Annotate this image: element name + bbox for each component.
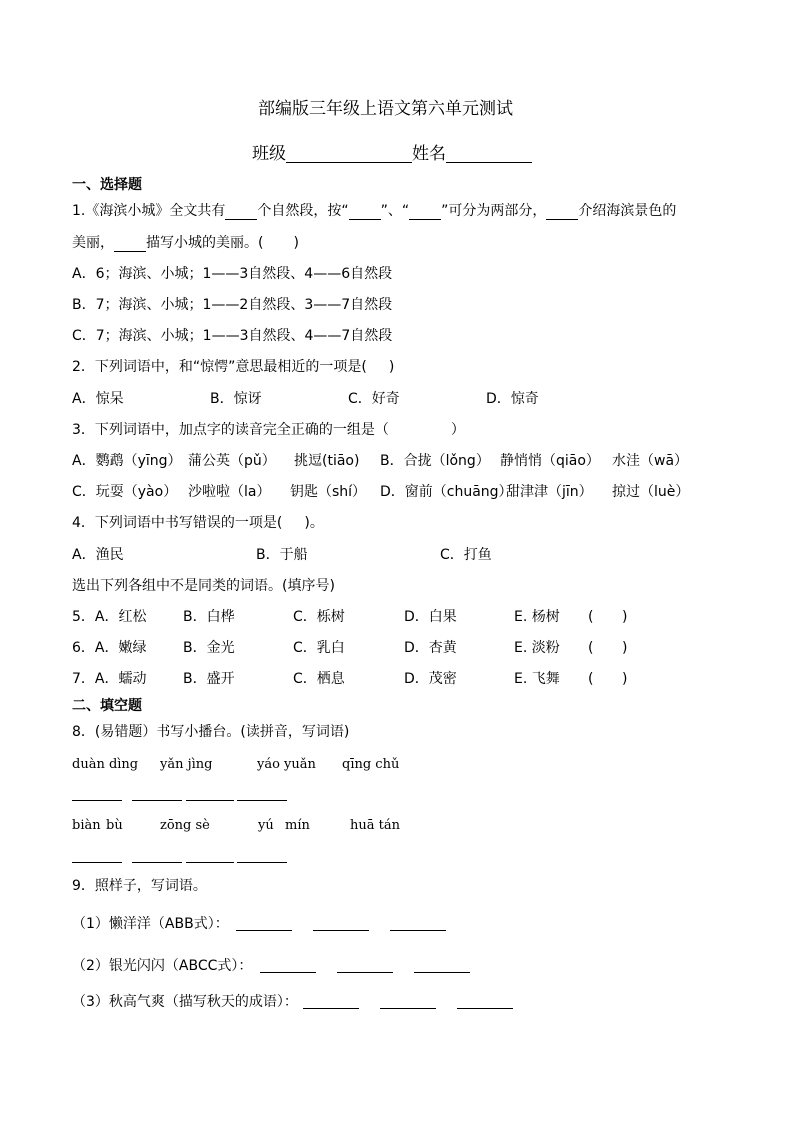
q8-answer-line[interactable] xyxy=(186,800,234,801)
q3-text: 3．下列词语中，加点字的读音完全正确的一组是（ xyxy=(72,422,389,438)
q8-stem: 8．(易错题）书写小播台。(读拼音，写词语) xyxy=(72,724,350,740)
q9-answer-line[interactable] xyxy=(457,1008,513,1009)
q7-item[interactable]: D．茂密 xyxy=(404,671,457,687)
q4-option-a[interactable]: A．渔民 xyxy=(72,547,124,563)
page-title: 部编版三年级上语文第六单元测试 xyxy=(258,99,513,119)
class-label: 班级 xyxy=(252,144,286,164)
q1-text-3: ”、“ xyxy=(380,203,410,219)
q3-row2-item: 沙啦啦（la） xyxy=(188,484,271,500)
q5-item[interactable]: 5．A．红松 xyxy=(72,609,147,625)
q6-item[interactable]: 6．A．嫩绿 xyxy=(72,640,147,656)
q4-option-c[interactable]: C．打鱼 xyxy=(440,547,492,563)
q1-option-b[interactable]: B．7；海滨、小城；1——2自然段、3——7自然段 xyxy=(72,297,393,313)
q8-pinyin: bù xyxy=(106,818,123,833)
q9-answer-line[interactable] xyxy=(303,1008,359,1009)
q3-stem xyxy=(72,421,465,439)
q5-paren-close: ) xyxy=(622,609,628,625)
name-label: 姓名 xyxy=(412,144,446,164)
q3-row2-item[interactable]: C．玩耍（yào） xyxy=(72,484,178,500)
q1-blank-5[interactable] xyxy=(114,237,146,252)
q1-stem-line2 xyxy=(72,234,299,252)
q4-option-b[interactable]: B．于船 xyxy=(256,547,308,563)
q3-row2-item: 掠过（luè） xyxy=(612,484,690,500)
q9-answer-line[interactable] xyxy=(380,1008,436,1009)
q2-paren-close: ) xyxy=(388,359,395,375)
q1-blank-2[interactable] xyxy=(349,205,381,220)
q7-paren-close: ) xyxy=(622,671,628,687)
q3-row2-item: 甜津津（jīn） xyxy=(506,484,593,500)
q6-item[interactable]: B．金光 xyxy=(183,640,235,656)
q8-answer-line[interactable] xyxy=(237,862,287,863)
q2-text: 2．下列词语中，和“惊愕”意思最相近的一项是( xyxy=(72,359,367,375)
q6-item[interactable]: C．乳白 xyxy=(293,640,345,656)
q1-text-6: 美丽， xyxy=(72,235,114,251)
q8-answer-line[interactable] xyxy=(132,862,182,863)
q9-line-2: （2）银光闪闪（ABCC式）： xyxy=(72,958,253,974)
q3-paren-close: ） xyxy=(450,422,465,438)
q8-pinyin: zōng sè xyxy=(160,818,210,833)
q3-row1-item: 静悄悄（qiāo） xyxy=(500,453,600,469)
q1-text-2: 个自然段，按“ xyxy=(257,203,349,219)
q3-row1-item: 蒲公英（pǔ） xyxy=(188,453,276,469)
q8-pinyin: yǎn jìng xyxy=(160,757,213,772)
q8-answer-line[interactable] xyxy=(72,800,122,801)
q9-answer-line[interactable] xyxy=(313,930,369,931)
q2-option-c[interactable]: C．好奇 xyxy=(348,391,400,407)
q1-text-1: 1.《海滨小城》全文共有 xyxy=(72,203,226,219)
q5-item[interactable]: C．栎树 xyxy=(293,609,345,625)
q2-option-b[interactable]: B．惊讶 xyxy=(210,391,262,407)
q4-text: 4．下列词语中书写错误的一项是( xyxy=(72,515,283,531)
q8-answer-line[interactable] xyxy=(72,862,122,863)
q7-item[interactable]: B．盛开 xyxy=(183,671,235,687)
q8-answer-line[interactable] xyxy=(237,800,287,801)
q9-answer-line[interactable] xyxy=(260,972,316,973)
q5-item[interactable]: E. 杨树 xyxy=(514,609,560,625)
q6-paren-close: ) xyxy=(622,640,628,656)
q7-item[interactable]: 7．A．蠕动 xyxy=(72,671,147,687)
q1-text-5: 介绍海滨景色的 xyxy=(578,203,677,219)
q4-paren-close: )。 xyxy=(304,515,324,531)
q1-option-c[interactable]: C．7；海滨、小城；1——3自然段、4——7自然段 xyxy=(72,328,393,344)
q8-pinyin: biàn xyxy=(72,818,101,833)
q5-paren-open: ( xyxy=(588,609,594,625)
q1-blank-1[interactable] xyxy=(225,205,257,220)
q7-item[interactable]: C．栖息 xyxy=(293,671,345,687)
section-heading-fill: 二、填空题 xyxy=(72,698,142,714)
q1-paren-close: ) xyxy=(293,235,299,251)
q1-text-7: 描写小城的美丽。( xyxy=(146,235,264,251)
q9-answer-line[interactable] xyxy=(390,930,446,931)
q7-item[interactable]: E. 飞舞 xyxy=(514,671,560,687)
q3-row1-item: 水洼（wā） xyxy=(612,453,689,469)
q6-item[interactable]: E. 淡粉 xyxy=(514,640,560,656)
q1-option-a[interactable]: A．6；海滨、小城；1——3自然段、4——6自然段 xyxy=(72,266,393,282)
q2-option-d[interactable]: D．惊奇 xyxy=(486,391,539,407)
q9-answer-line[interactable] xyxy=(236,930,292,931)
q8-pinyin: qīng chǔ xyxy=(342,757,400,772)
q2-option-a[interactable]: A．惊呆 xyxy=(72,391,124,407)
q6-paren-open: ( xyxy=(588,640,594,656)
q3-row1-item: 挑逗(tiāo) xyxy=(294,453,360,469)
q9-answer-line[interactable] xyxy=(337,972,393,973)
q5-item[interactable]: D．白果 xyxy=(404,609,457,625)
q8-answer-line[interactable] xyxy=(132,800,182,801)
q2-stem xyxy=(72,358,394,376)
q6-item[interactable]: D．杏黄 xyxy=(404,640,457,656)
q1-blank-4[interactable] xyxy=(546,205,578,220)
q3-row2-item: 钥匙（shí） xyxy=(290,484,367,500)
class-blank[interactable] xyxy=(286,148,412,163)
q3-row1-item[interactable]: B．合拢（lǒng） xyxy=(380,453,490,469)
q8-pinyin: duàn dìng xyxy=(72,757,139,772)
q1-stem xyxy=(72,202,676,220)
q8-pinyin: yú xyxy=(258,818,274,833)
q9-answer-line[interactable] xyxy=(414,972,470,973)
q9-stem: 9．照样子，写词语。 xyxy=(72,878,207,894)
q8-pinyin: huā tán xyxy=(350,818,400,833)
q8-pinyin: mín xyxy=(285,818,310,833)
q7-paren-open: ( xyxy=(588,671,594,687)
name-blank[interactable] xyxy=(446,148,532,163)
group-instruction: 选出下列各组中不是同类的词语。(填序号) xyxy=(72,578,335,594)
student-info-line xyxy=(252,145,532,163)
section-heading-choice: 一、选择题 xyxy=(72,177,142,193)
q1-text-4: ”可分为两部分， xyxy=(441,203,547,219)
q3-row1-item[interactable]: A．鹦鹉（yīng） xyxy=(72,453,182,469)
q9-line-3: （3）秋高气爽（描写秋天的成语）： xyxy=(72,994,298,1010)
q8-answer-line[interactable] xyxy=(186,862,234,863)
q4-stem xyxy=(72,514,324,532)
q3-row2-item[interactable]: D．窗前（chuāng） xyxy=(380,484,513,500)
q8-pinyin: yáo yuǎn xyxy=(257,757,316,772)
q5-item[interactable]: B．白桦 xyxy=(183,609,235,625)
q9-line-1: （1）懒洋洋（ABB式）： xyxy=(72,916,229,932)
q1-blank-3[interactable] xyxy=(409,205,441,220)
